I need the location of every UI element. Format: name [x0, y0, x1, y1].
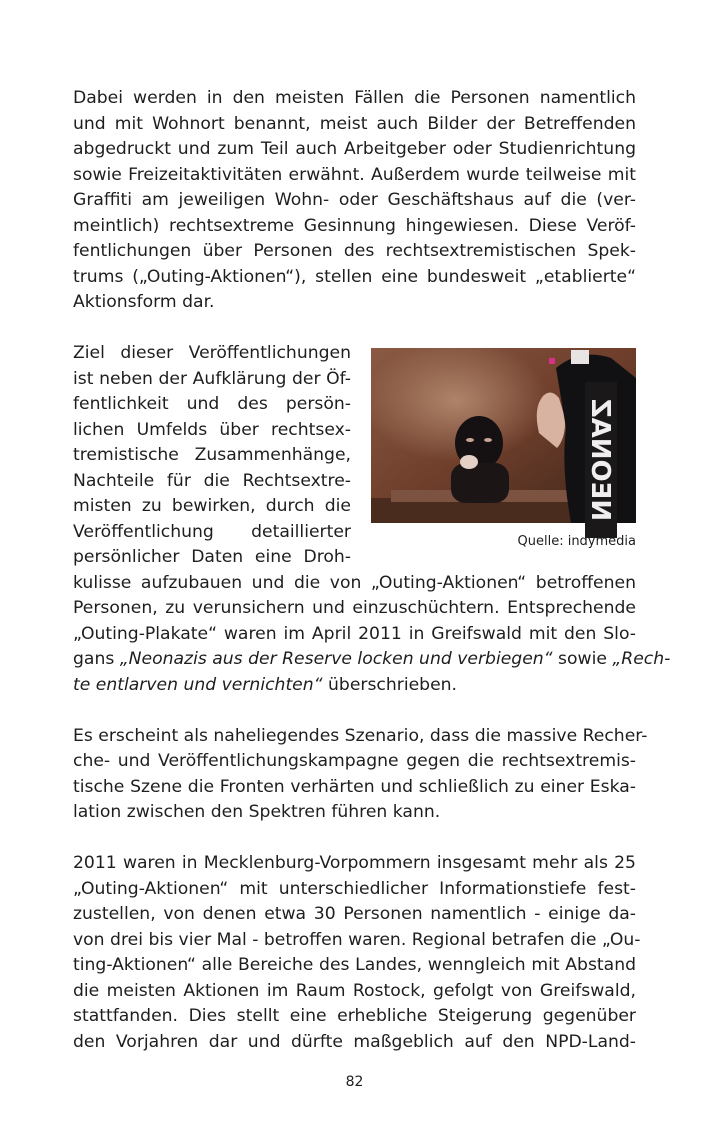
text-line: te entlarven und vernichten“ überschrieben. [73, 674, 458, 695]
text-line: und mit Wohnort benannt, meist auch Bilder der Betreffenden [73, 113, 636, 134]
text-line: stattfanden. Dies stellt eine erhebliche Steigerung gegenüber [73, 1006, 636, 1026]
text-line: „Outing-Aktionen“ mit unterschiedlicher Informationstiefe fest- [73, 878, 636, 899]
photo-masked-person [371, 348, 636, 523]
text-line: „Outing-Plakate“ waren im April 2011 in Greifswald mit den Slo- [73, 623, 636, 644]
text-line: von drei bis vier Mal - betroffen waren. Regional betrafen die „Ou- [73, 929, 641, 950]
photo-caption: Quelle: indymedia [517, 534, 636, 549]
text-line: den Vorjahren dar und dürfte maßgeblich auf den NPD-Land- [73, 1031, 636, 1052]
text-line: fentlichkeit und des persön- [73, 394, 351, 414]
page-number: 82 [345, 1074, 364, 1090]
text-line: die meisten Aktionen im Raum Rostock, gefolgt von Greifswald, [73, 980, 636, 1001]
paragraph-4 [73, 851, 641, 1055]
text-line: Personen, zu verunsichern und einzuschüchtern. Entsprechende [73, 598, 636, 618]
text-line: Es erscheint als naheliegendes Szenario, dass die massive Recher- [73, 725, 648, 746]
text-line: ist neben der Aufklärung der Öf- [73, 368, 351, 389]
text-line: Veröffentlichung detaillierter [73, 521, 351, 542]
text-line: tische Szene die Fronten verhärten und schließlich zu einer Eska- [73, 776, 636, 797]
text-line: tremistische Zusammenhänge, [73, 445, 351, 465]
slogan-2-part-2: te entlarven und vernichten“ [73, 674, 323, 695]
text-line: ting-Aktionen“ alle Bereiche des Landes, wenngleich mit Abstand [73, 955, 636, 975]
text-line: abgedruckt und zum Teil auch Arbeitgeber oder Studienrichtung [73, 139, 636, 159]
text-line: che- und Veröffentlichungskampagne gegen die rechtsextremis- [73, 751, 636, 771]
text-line: 2011 waren in Mecklenburg-Vorpommern insgesamt mehr als 25 [73, 853, 636, 873]
text-line: Ziel dieser Veröffentlichungen [73, 343, 351, 363]
text-line: Nachteile für die Rechtsextre- [73, 470, 351, 491]
wrapped-text-column [73, 341, 351, 571]
text-line: sowie Freizeitaktivitäten erwähnt. Außerdem wurde teilweise mit [73, 164, 636, 185]
text-line: lichen Umfelds über rechtsex- [73, 419, 351, 440]
text-line: persönlicher Daten eine Droh- [73, 547, 351, 567]
text-line: fentlichungen über Personen des rechtsextremistischen Spek- [73, 241, 636, 261]
text-line: Dabei werden in den meisten Fällen die Personen namentlich [73, 88, 636, 108]
text-line: trums („Outing-Aktionen“), stellen eine bundesweit „etablierte“ [73, 266, 636, 287]
text-line: zustellen, von denen etwa 30 Personen namentlich - einige da- [73, 904, 636, 924]
page-body [73, 86, 671, 1055]
slogan-2-part-1: „Rech- [612, 649, 671, 669]
text-line: misten zu bewirken, durch die [73, 496, 351, 516]
text-line: kulisse aufzubauen und die von „Outing-Aktionen“ betroffenen [73, 572, 636, 593]
banner-text: NEONAZ [585, 398, 615, 522]
text-line: lation zwischen den Spektren führen kann. [73, 802, 441, 822]
text-line: Graffiti am jeweiligen Wohn- oder Geschäftshaus auf die (ver- [73, 190, 636, 210]
paragraph-3 [73, 724, 648, 826]
text-line: meintlich) rechtsextreme Gesinnung hingewiesen. Diese Veröf- [73, 215, 636, 236]
text-line: gans „Neonazis aus der Reserve locken und verbiegen“ sowie „Rech- [73, 649, 671, 669]
text-line: Aktionsform dar. [73, 292, 215, 312]
paragraph-2 [73, 341, 636, 571]
slogan-1: „Neonazis aus der Reserve locken und verbiegen“ [119, 649, 553, 669]
paragraph-1 [73, 86, 636, 316]
